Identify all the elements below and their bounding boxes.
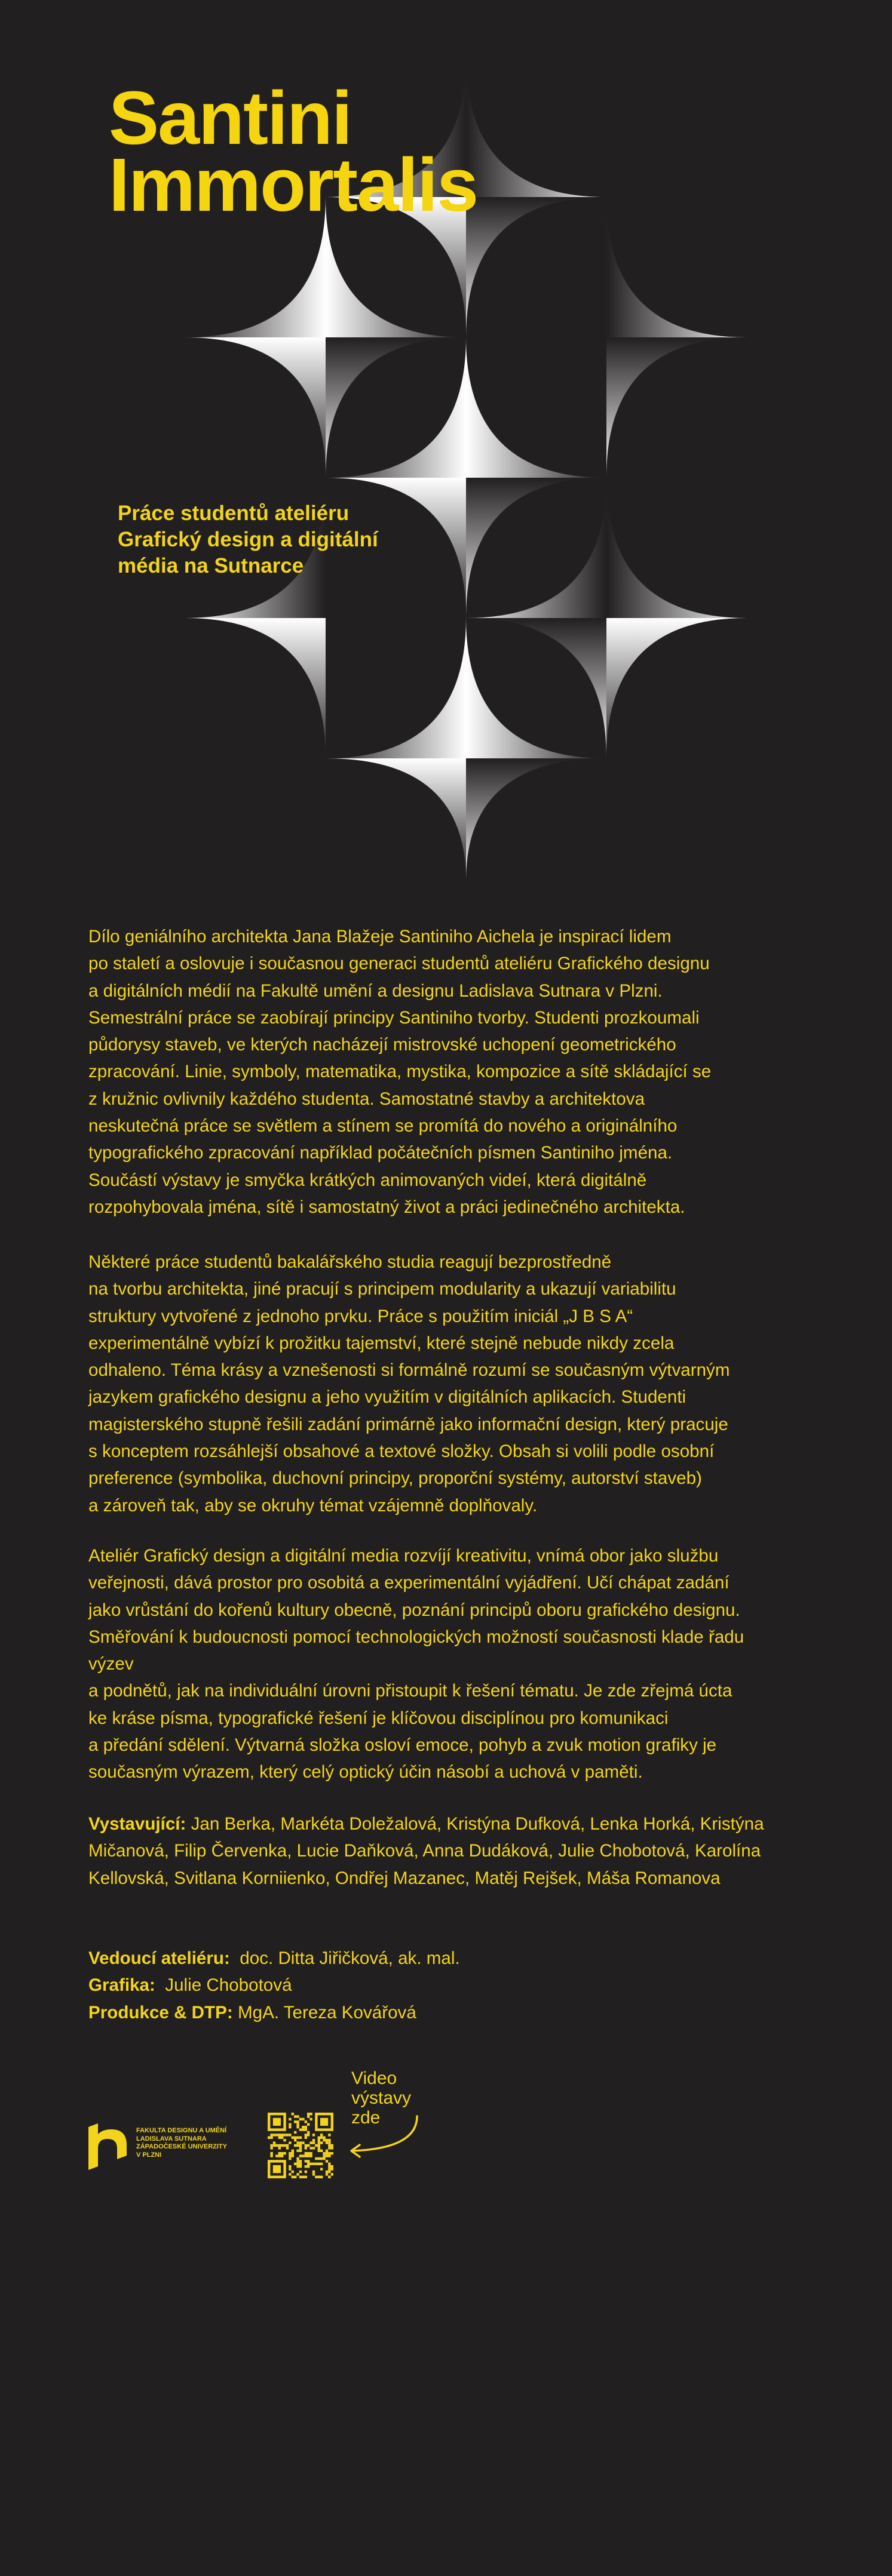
faculty-name [136,2127,227,2159]
right-star [466,478,747,758]
credit-graphics-label: Grafika: [88,1975,155,1996]
paragraph-line: neskutečná práce se světlem a stínem se promítá do nového a originálního [88,1116,678,1136]
paragraph-line: a předání sdělení. Výtvarná složka osloví emoce, pohyb a zvuk motion grafiky je [88,1735,717,1756]
paragraph-line: současným výrazem, který celý optický účin násobí a uchová v paměti. [88,1762,643,1782]
paragraph-line: na tvorbu architekta, jiné pracují s principem modularity a ukazují variabilitu [88,1279,676,1299]
paragraph-line: experimentálně vybízí k prožitku tajemství, které stejně nebude nikdy zcela [88,1333,675,1353]
credits [88,1945,460,2026]
far-right-star [606,197,747,478]
credit-lead-value: doc. Ditta Jiřičková, ak. mal. [240,1948,460,1968]
paragraph-line: jazykem grafického designu a jeho využitím v digitálních aplikacích. Studenti [88,1387,686,1407]
paragraph-line: a podnětů, jak na individuální úrovni přistoupit k řešení tématu. Je zde zřejmá úcta [88,1681,732,1701]
paragraph-line: jako vrůstání do kořenů kultury obecně, poznání principů oboru grafického designu. [88,1600,740,1620]
faculty-line-4: V PLZNI [136,2151,162,2159]
subtitle-line-2: Grafický design a digitální [118,528,378,551]
paragraph-line: po staletí a oslovuje i současnou generaci studentů ateliéru Grafického designu [88,954,710,974]
exhibitors [88,1810,811,1892]
credit-graphics-value: Julie Chobotová [165,1975,292,1996]
title-line-1: Santini [109,76,352,160]
video-label-line-1: Video [351,2068,397,2088]
faculty-line-1: FAKULTA DESIGNU A UMĚNÍ [136,2127,227,2134]
lower-star [326,618,606,881]
paragraph-line: Dílo geniálního architekta Jana Blažeje Santiniho Aichela je inspirací lidem [88,927,672,946]
exhibitors-label: Vystavující: [88,1814,186,1834]
paragraph-line: z kružnic ovlivnily každého studenta. Samostatné stavby a architektova [88,1089,645,1109]
paragraph-line: magisterského stupně řešili zadání primárně jako informační design, který pracuje [88,1414,728,1434]
exhibitors-names: Jan Berka, Markéta Doležalová, Kristýna Dufková, Lenka Horká, Kristýna Mičanová, Filip Červenka, Lucie Daňková, Anna Dudáková, Julie Chobotová, Karolína Kellovská, Svitlana Korniienko, Ondřej Mazanec, Matěj Rejšek, Máša Romanova [88,1814,764,1888]
curved-arrow-icon [341,2114,424,2162]
faculty-line-3: ZÁPADOČESKÉ UNIVERZITY [136,2143,227,2150]
paragraph-line: ke kráse písma, typografické řešení je klíčovou disciplínou pro komunikaci [88,1708,669,1728]
subtitle-line-1: Práce studentů ateliéru [118,502,350,525]
poster-title [109,76,478,227]
paragraph-line: rozpohybovala jména, sítě i samostatný život a práci jedinečného architekta. [88,1197,685,1217]
subtitle-line-3: média na Sutnarce [118,554,304,577]
paragraph-line: preference (symbolika, duchovní principy, proporční systémy, autorství staveb) [88,1468,702,1489]
paragraph-atelier [88,1542,811,1786]
paragraph-line: a digitálních médií na Fakultě umění a designu Ladislava Sutnara v Plzni. [88,980,663,1001]
credit-lead [88,1945,460,1972]
paragraph-line: Ateliér Grafický design a digitální media rozvíjí kreativitu, vnímá obor jako službu [88,1546,719,1566]
paragraph-line: Směřování k budoucnosti pomocí technologických možností současnosti klade řadu [88,1627,744,1647]
paragraph-line: s konceptem rozsáhlejší obsahové a textové složky. Obsah si volili podle osobní [88,1441,715,1462]
credit-production-label: Produkce & DTP: [88,2002,233,2022]
paragraph-line: veřejnosti, dává prostor pro osobitá a experimentální vyjádření. Učí chápat zadání [88,1573,729,1593]
left-star [185,197,466,478]
paragraph-line: zpracování. Linie, symboly, matematika, mystika, kompozice a sítě skládající se [88,1062,712,1082]
credit-production-value: MgA. Tereza Kovářová [237,2002,416,2022]
title-line-2: Immortalis [109,143,478,227]
credit-production [88,1999,460,2026]
paragraph-line: Některé práce studentů bakalářského studia reagují bezprostředně [88,1252,612,1272]
paragraph-line: půdorysy staveb, ve kterých nacházejí mistrovské uchopení geometrického [88,1035,676,1055]
poster-subtitle [118,500,428,579]
paragraph-line: a zároveň tak, aby se okruhy témat vzájemně doplňovaly. [88,1495,538,1516]
paragraph-line: Součástí výstavy je smyčka krátkých animovaných videí, která digitálně [88,1170,647,1190]
qr-code-icon[interactable] [268,2113,333,2178]
paragraph-line: Semestrální práce se zaobírají principy Santiniho tvorby. Studenti prozkoumali [88,1007,700,1028]
faculty-line-2: LADISLAVA SUTNARA [136,2135,207,2142]
paragraph-works [88,1249,811,1519]
credit-graphics [88,1972,460,1999]
paragraph-line: struktury vytvořené z jednoho prvku. Práce s použitím iniciál „J B S A“ [88,1306,633,1326]
paragraph-intro [88,923,811,1221]
video-label-line-2: výstavy [351,2088,412,2108]
video-label-line-3: zde [351,2108,381,2128]
paragraph-line: výzev [88,1654,134,1674]
paragraph-line: odhaleno. Téma krásy a vznešenosti si formálně rozumí se současným výtvarným [88,1360,730,1381]
paragraph-line: typografického zpracování například počátečních písmen Santiniho jména. [88,1143,673,1163]
credit-lead-label: Vedoucí ateliéru: [88,1948,230,1968]
